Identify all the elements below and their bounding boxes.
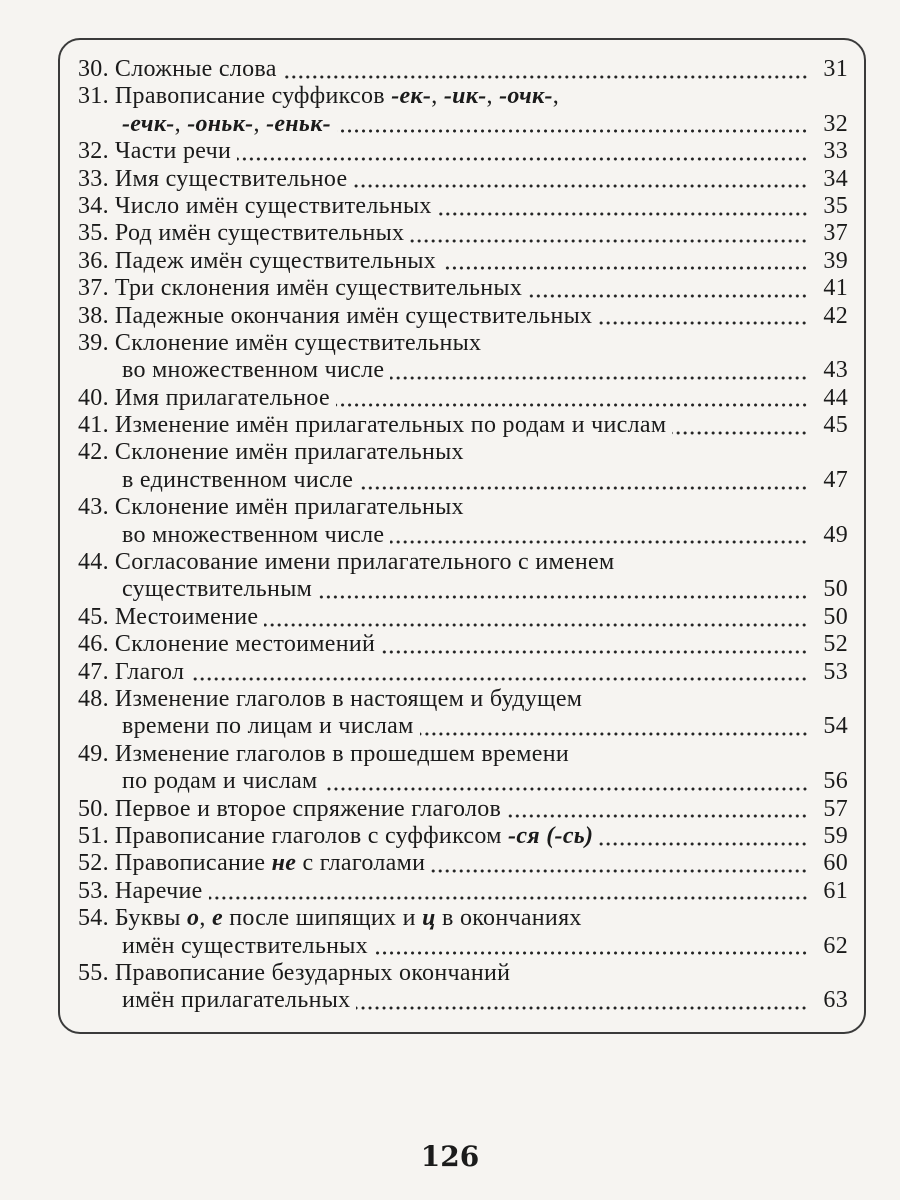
toc-line bbox=[78, 686, 848, 713]
entry-number: 52. bbox=[78, 850, 109, 877]
entry-title-text: Склонение имён прилагательных bbox=[114, 439, 464, 466]
dot-leader bbox=[324, 787, 808, 791]
entry-title bbox=[115, 138, 231, 165]
toc-entry[interactable] bbox=[78, 659, 848, 686]
entry-page: 35 bbox=[823, 192, 848, 219]
entry-page: 63 bbox=[823, 987, 848, 1014]
entry-title bbox=[115, 905, 582, 932]
toc-entry[interactable] bbox=[78, 385, 848, 412]
entry-number: 53. bbox=[78, 877, 109, 904]
entry-title-text: Глагол bbox=[114, 658, 185, 685]
toc-entry[interactable] bbox=[78, 604, 848, 631]
entry-number: 33. bbox=[78, 165, 109, 192]
entry-page: 47 bbox=[823, 466, 848, 493]
toc-entry[interactable] bbox=[78, 138, 848, 165]
toc-line bbox=[78, 522, 848, 549]
toc-line bbox=[78, 631, 848, 658]
toc-line bbox=[78, 741, 848, 768]
toc-line bbox=[78, 385, 848, 412]
entry-number: 37. bbox=[78, 275, 109, 302]
entry-number: 39. bbox=[78, 329, 109, 356]
entry-title bbox=[115, 330, 481, 357]
toc-entry[interactable] bbox=[78, 850, 848, 877]
toc-line bbox=[78, 987, 848, 1014]
toc-entry[interactable] bbox=[78, 303, 848, 330]
entry-number: 54. bbox=[78, 905, 109, 932]
toc-line bbox=[78, 823, 848, 850]
entry-title bbox=[115, 631, 375, 658]
entry-title-text: после шипящих и bbox=[222, 905, 423, 932]
entry-title-text: Местоимение bbox=[114, 603, 259, 630]
entry-title bbox=[115, 741, 569, 768]
dot-leader bbox=[356, 1006, 808, 1010]
entry-title-text: в единственном числе bbox=[122, 466, 354, 493]
dot-leader bbox=[190, 677, 808, 681]
entry-title-text: во множественном числе bbox=[122, 357, 385, 384]
entry-title bbox=[115, 83, 559, 110]
toc-entry[interactable] bbox=[78, 412, 848, 439]
entry-number: 40. bbox=[78, 384, 109, 411]
entry-title-text: Склонение имён прилагательных bbox=[114, 494, 464, 521]
entry-page: 56 bbox=[823, 768, 848, 795]
toc-line bbox=[78, 439, 848, 466]
entry-title bbox=[122, 768, 318, 795]
entry-title bbox=[115, 604, 258, 631]
entry-title-emphasis: е bbox=[211, 905, 223, 932]
entry-title-text: , bbox=[431, 83, 444, 110]
entry-page: 32 bbox=[823, 110, 848, 137]
entry-title-emphasis: -ся (-сь) bbox=[508, 822, 594, 849]
dot-leader bbox=[528, 294, 808, 298]
entry-title bbox=[122, 357, 384, 384]
dot-leader bbox=[359, 486, 808, 490]
entry-title-emphasis: о bbox=[187, 905, 200, 932]
dot-leader bbox=[381, 650, 808, 654]
entry-title bbox=[115, 549, 615, 576]
dot-leader bbox=[431, 869, 808, 873]
dot-leader bbox=[353, 184, 808, 188]
entry-title bbox=[122, 713, 414, 740]
entry-page: 59 bbox=[823, 822, 848, 849]
entry-title-text: Склонение местоимений bbox=[114, 631, 376, 658]
entry-number: 41. bbox=[78, 412, 109, 439]
entry-number: 36. bbox=[78, 247, 109, 274]
dot-leader bbox=[420, 732, 808, 736]
entry-title-text: по родам и числам bbox=[122, 768, 318, 795]
entry-title-text: , bbox=[253, 110, 267, 137]
entry-number: 47. bbox=[78, 658, 109, 685]
toc-line bbox=[78, 659, 848, 686]
toc-line bbox=[78, 303, 848, 330]
toc-line bbox=[78, 933, 848, 960]
entry-title-text: во множественном числе bbox=[122, 521, 385, 548]
entry-title-text: в окончаниях bbox=[435, 905, 582, 932]
toc-line bbox=[78, 248, 848, 275]
entry-page: 60 bbox=[823, 850, 848, 877]
entry-title-text: существительным bbox=[122, 576, 313, 603]
dot-leader bbox=[442, 266, 808, 270]
entry-page: 34 bbox=[823, 165, 848, 192]
dot-leader bbox=[390, 376, 808, 380]
entry-number: 50. bbox=[78, 795, 109, 822]
toc-line bbox=[78, 166, 848, 193]
dot-leader bbox=[410, 239, 808, 243]
entry-title bbox=[122, 467, 353, 494]
entry-title bbox=[115, 960, 510, 987]
toc-line bbox=[78, 576, 848, 603]
entry-title bbox=[115, 166, 348, 193]
table-of-contents bbox=[78, 56, 848, 1015]
entry-title-text: Имя прилагательное bbox=[114, 384, 330, 411]
entry-number: 30. bbox=[78, 56, 109, 82]
toc-entry[interactable] bbox=[78, 248, 848, 275]
entry-title-text: Склонение имён существительных bbox=[114, 329, 482, 356]
toc-entry[interactable] bbox=[78, 83, 848, 138]
entry-page: 50 bbox=[823, 603, 848, 630]
entry-page: 37 bbox=[823, 220, 848, 247]
entry-title-text: Падежные окончания имён существительных bbox=[114, 302, 593, 329]
toc-line bbox=[78, 111, 848, 138]
toc-entry[interactable] bbox=[78, 878, 848, 905]
entry-title bbox=[115, 796, 501, 823]
dot-leader bbox=[390, 540, 808, 544]
dot-leader bbox=[374, 951, 808, 955]
entry-title-emphasis: -очк- bbox=[499, 83, 553, 110]
entry-title bbox=[122, 576, 312, 603]
entry-title-text: Части речи bbox=[114, 138, 232, 165]
toc-entry[interactable] bbox=[78, 823, 848, 850]
toc-entry[interactable] bbox=[78, 56, 848, 83]
entry-page: 54 bbox=[823, 713, 848, 740]
toc-line bbox=[78, 604, 848, 631]
entry-title-text: Имя существительное bbox=[114, 165, 348, 192]
entry-title-text: Изменение глаголов в настоящем и будущем bbox=[114, 685, 583, 712]
entry-number: 55. bbox=[78, 959, 109, 986]
entry-title-text: Первое и второе спряжение глаголов bbox=[114, 795, 502, 822]
dot-leader bbox=[264, 623, 808, 627]
entry-title-text: , bbox=[174, 110, 188, 137]
toc-entry[interactable] bbox=[78, 905, 848, 960]
entry-number: 34. bbox=[78, 192, 109, 219]
entry-title-text: , bbox=[486, 83, 500, 110]
entry-title bbox=[115, 220, 404, 247]
entry-title-text: Изменение имён прилагательных по родам и числам bbox=[114, 412, 667, 439]
dot-leader bbox=[507, 814, 808, 818]
entry-number: 46. bbox=[78, 631, 109, 658]
entry-page: 41 bbox=[823, 275, 848, 302]
entry-title bbox=[122, 933, 368, 960]
dot-leader bbox=[237, 157, 808, 161]
entry-title-text: Наречие bbox=[114, 877, 203, 904]
toc-entry[interactable] bbox=[78, 796, 848, 823]
entry-number: 44. bbox=[78, 549, 109, 576]
dot-leader bbox=[283, 75, 808, 79]
entry-title bbox=[115, 193, 432, 220]
dot-leader bbox=[598, 321, 808, 325]
entry-page: 61 bbox=[823, 877, 848, 904]
entry-title bbox=[122, 111, 331, 138]
entry-title-text: Род имён существительных bbox=[114, 220, 405, 247]
entry-title bbox=[122, 522, 384, 549]
entry-title-text: Правописание суффиксов bbox=[114, 83, 392, 110]
entry-title-emphasis: не bbox=[271, 850, 297, 877]
dot-leader bbox=[209, 896, 808, 900]
entry-title-text: Согласование имени прилагательного с именем bbox=[114, 549, 615, 576]
entry-page: 50 bbox=[823, 576, 848, 603]
entry-title-text: Правописание безударных окончаний bbox=[114, 959, 511, 986]
entry-number: 35. bbox=[78, 220, 109, 247]
entry-title-text: имён прилагательных bbox=[122, 987, 351, 1014]
entry-title bbox=[115, 385, 330, 412]
entry-number: 49. bbox=[78, 740, 109, 767]
entry-title bbox=[115, 412, 666, 439]
entry-title-text: Число имён существительных bbox=[114, 192, 432, 219]
entry-page: 52 bbox=[823, 631, 848, 658]
toc-entry[interactable] bbox=[78, 275, 848, 302]
entry-title-emphasis: ц bbox=[422, 905, 436, 932]
entry-title-emphasis: -ечк- bbox=[122, 110, 175, 137]
entry-title bbox=[115, 686, 582, 713]
entry-number: 42. bbox=[78, 439, 109, 466]
entry-title-text: Три склонения имён существительных bbox=[114, 275, 523, 302]
toc-entry[interactable] bbox=[78, 439, 848, 494]
entry-page: 39 bbox=[823, 247, 848, 274]
toc-line bbox=[78, 878, 848, 905]
toc-entry[interactable] bbox=[78, 330, 848, 385]
entry-number: 43. bbox=[78, 494, 109, 521]
toc-line bbox=[78, 193, 848, 220]
dot-leader bbox=[336, 403, 808, 407]
entry-page: 42 bbox=[823, 302, 848, 329]
toc-line bbox=[78, 357, 848, 384]
entry-title-emphasis: -оньк- bbox=[187, 110, 254, 137]
dot-leader bbox=[318, 595, 808, 599]
dot-leader bbox=[337, 129, 808, 133]
entry-title-emphasis: -еньк- bbox=[266, 110, 331, 137]
entry-number: 31. bbox=[78, 83, 109, 110]
dot-leader bbox=[438, 212, 808, 216]
toc-entry[interactable] bbox=[78, 686, 848, 741]
entry-number: 48. bbox=[78, 685, 109, 712]
entry-title bbox=[115, 439, 464, 466]
entry-number: 38. bbox=[78, 302, 109, 329]
entry-title bbox=[115, 659, 184, 686]
toc-line bbox=[78, 56, 848, 83]
toc-line bbox=[78, 330, 848, 357]
entry-title-text: времени по лицам и числам bbox=[122, 713, 414, 740]
page-number: 126 bbox=[420, 1140, 480, 1173]
dot-leader bbox=[672, 431, 808, 435]
entry-number: 45. bbox=[78, 603, 109, 630]
toc-entry[interactable] bbox=[78, 549, 848, 604]
entry-page: 43 bbox=[823, 357, 848, 384]
entry-title bbox=[115, 878, 203, 905]
toc-entry[interactable] bbox=[78, 631, 848, 658]
toc-line bbox=[78, 83, 848, 110]
entry-title-text: Падеж имён существительных bbox=[114, 247, 437, 274]
entry-page: 31 bbox=[823, 56, 848, 82]
toc-line bbox=[78, 850, 848, 877]
toc-line bbox=[78, 796, 848, 823]
entry-page: 62 bbox=[823, 932, 848, 959]
entry-title bbox=[122, 987, 350, 1014]
entry-number: 51. bbox=[78, 822, 109, 849]
toc-entry[interactable] bbox=[78, 193, 848, 220]
entry-title-text: Изменение глаголов в прошедшем времени bbox=[114, 740, 569, 767]
entry-page: 45 bbox=[823, 412, 848, 439]
toc-entry[interactable] bbox=[78, 494, 848, 549]
toc-line bbox=[78, 494, 848, 521]
entry-page: 57 bbox=[823, 795, 848, 822]
entry-title-emphasis: -ек- bbox=[391, 83, 432, 110]
entry-title-text: Сложные слова bbox=[114, 56, 277, 82]
entry-title bbox=[115, 56, 277, 83]
entry-title bbox=[115, 823, 593, 850]
toc-line bbox=[78, 960, 848, 987]
entry-title bbox=[115, 248, 436, 275]
entry-title-text: Правописание bbox=[114, 850, 272, 877]
entry-page: 49 bbox=[823, 521, 848, 548]
entry-title bbox=[115, 850, 425, 877]
toc-entry[interactable] bbox=[78, 220, 848, 247]
toc-line bbox=[78, 905, 848, 932]
entry-title bbox=[115, 275, 522, 302]
toc-entry[interactable] bbox=[78, 741, 848, 796]
toc-line bbox=[78, 713, 848, 740]
entry-number: 32. bbox=[78, 138, 109, 165]
entry-title-text: , bbox=[199, 905, 212, 932]
entry-page: 44 bbox=[823, 384, 848, 411]
toc-line bbox=[78, 275, 848, 302]
toc-line bbox=[78, 549, 848, 576]
toc-entry[interactable] bbox=[78, 166, 848, 193]
entry-page: 53 bbox=[823, 658, 848, 685]
entry-title-text: Буквы bbox=[114, 905, 188, 932]
entry-title-text: , bbox=[552, 83, 560, 110]
entry-page: 33 bbox=[823, 138, 848, 165]
entry-title-text: с глаголами bbox=[296, 850, 426, 877]
toc-line bbox=[78, 138, 848, 165]
dot-leader bbox=[599, 842, 808, 846]
entry-title bbox=[115, 303, 592, 330]
toc-line bbox=[78, 467, 848, 494]
entry-title-text: Правописание глаголов с суффиксом bbox=[114, 822, 509, 849]
toc-line bbox=[78, 220, 848, 247]
toc-line bbox=[78, 412, 848, 439]
toc-line bbox=[78, 768, 848, 795]
entry-title-text: имён существительных bbox=[122, 932, 368, 959]
entry-title-emphasis: -ик- bbox=[443, 83, 487, 110]
toc-entry[interactable] bbox=[78, 960, 848, 1015]
entry-title bbox=[115, 494, 464, 521]
